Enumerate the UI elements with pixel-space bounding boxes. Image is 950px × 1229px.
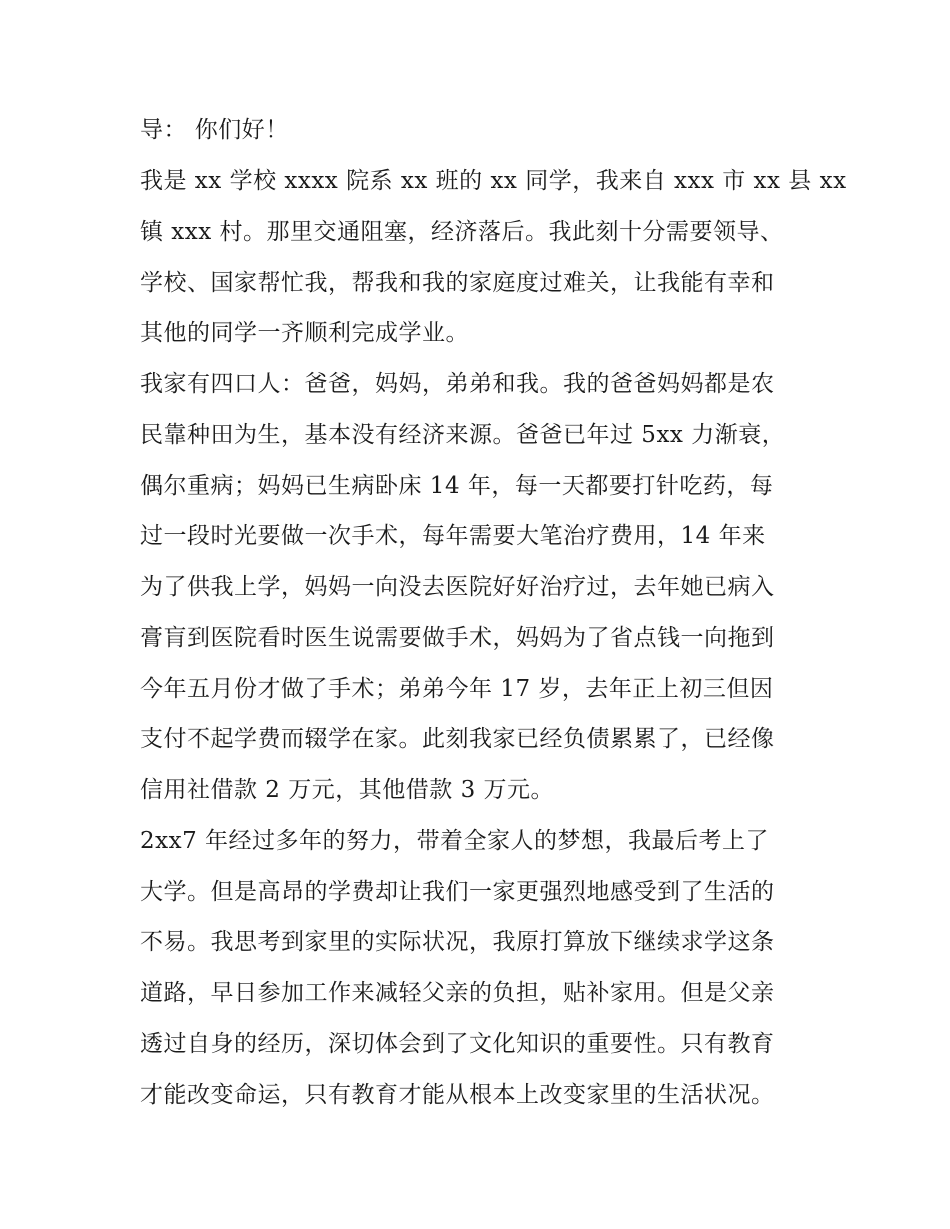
text-line-8: 偶尔重病；妈妈已生病卧床 14 年，每一天都要打针吃药，每: [140, 473, 774, 499]
text-line-9: 过一段时光要做一次手术，每年需要大笔治疗费用，14 年来: [140, 523, 766, 549]
text-line-11: 膏肓到医院看时医生说需要做手术，妈妈为了省点钱一向拖到: [140, 625, 775, 651]
text-line-17: 不易。我思考到家里的实际状况，我原打算放下继续求学这条: [140, 929, 775, 955]
text-line-16: 大学。但是高昂的学费却让我们一家更强烈地感受到了生活的: [140, 879, 775, 905]
text-line-6: 我家有四口人：爸爸，妈妈，弟弟和我。我的爸爸妈妈都是农: [140, 371, 775, 397]
text-line-20: 才能改变命运，只有教育才能从根本上改变家里的生活状况。: [140, 1082, 775, 1108]
text-line-7: 民靠种田为生，基本没有经济来源。爸爸已年过 5xx 力渐衰，: [140, 422, 786, 448]
text-line-4: 学校、国家帮忙我，帮我和我的家庭度过难关，让我能有幸和: [140, 270, 775, 296]
text-line-19: 透过自身的经历，深切体会到了文化知识的重要性。只有教育: [140, 1031, 775, 1057]
text-line-15: 2xx7 年经过多年的努力，带着全家人的梦想，我最后考上了: [140, 828, 770, 854]
text-line-2: 我是 xx 学校 xxxx 院系 xx 班的 xx 同学，我来自 xxx 市 xx 县 xx: [140, 168, 847, 194]
text-line-5: 其他的同学一齐顺利完成学业。: [140, 320, 469, 346]
text-line-10: 为了供我上学，妈妈一向没去医院好好治疗过，去年她已病入: [140, 574, 775, 600]
text-line-1: 导： 你们好！: [140, 117, 289, 143]
text-line-3: 镇 xxx 村。那里交通阻塞，经济落后。我此刻十分需要领导、: [140, 219, 784, 245]
text-line-13: 支付不起学费而辍学在家。此刻我家已经负债累累了，已经像: [140, 726, 775, 752]
text-line-12: 今年五月份才做了手术；弟弟今年 17 岁，去年正上初三但因: [140, 676, 774, 702]
text-line-14: 信用社借款 2 万元，其他借款 3 万元。: [140, 777, 555, 803]
text-line-18: 道路，早日参加工作来减轻父亲的负担，贴补家用。但是父亲: [140, 980, 775, 1006]
